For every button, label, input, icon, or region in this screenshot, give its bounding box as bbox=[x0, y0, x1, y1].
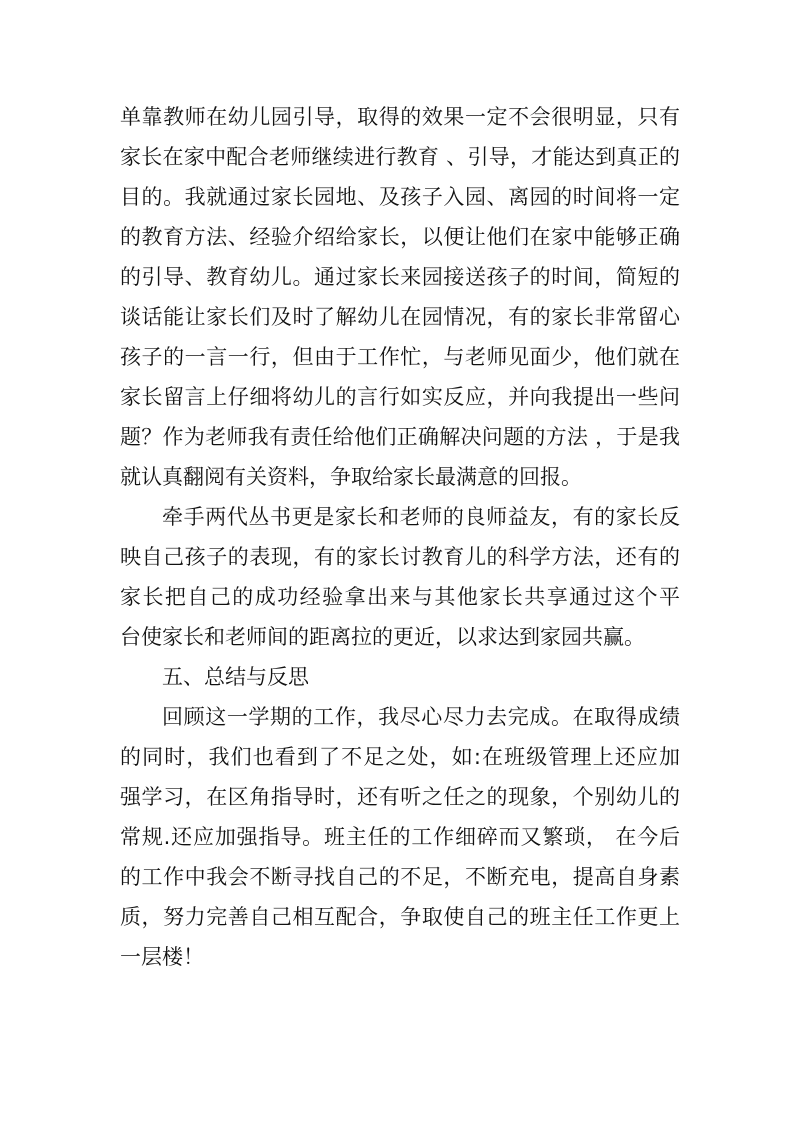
paragraph-line: 家长把自己的成功经验拿出来与其他家长共享通过这个平 bbox=[120, 585, 680, 609]
paragraph-line: 强学习，在区角指导时，还有听之任之的现象，个别幼儿的 bbox=[120, 785, 680, 809]
section-heading: 五、总结与反思 bbox=[162, 665, 309, 689]
paragraph-line: 谈话能让家长们及时了解幼儿在园情况，有的家长非常留心 bbox=[120, 305, 680, 329]
paragraph-line: 牵手两代丛书更是家长和老师的良师益友，有的家长反 bbox=[162, 505, 680, 529]
paragraph-line: 回顾这一学期的工作，我尽心尽力去完成。在取得成绩 bbox=[162, 705, 680, 729]
paragraph-line: 就认真翻阅有关资料，争取给家长最满意的回报。 bbox=[120, 465, 582, 489]
paragraph-line: 题？作为老师我有责任给他们正确解决问题的方法 ，于是我 bbox=[120, 425, 680, 449]
paragraph-line: 质，努力完善自己相互配合，争取使自己的班主任工作更上 bbox=[120, 905, 680, 929]
paragraph-line: 台使家长和老师间的距离拉的更近，以求达到家园共赢。 bbox=[120, 625, 645, 649]
paragraph-line: 家长留言上仔细将幼儿的言行如实反应，并向我提出一些问 bbox=[120, 385, 680, 409]
paragraph-line: 的同时，我们也看到了不足之处，如:在班级管理上还应加 bbox=[120, 745, 680, 769]
paragraph-line: 孩子的一言一行，但由于工作忙，与老师见面少，他们就在 bbox=[120, 345, 680, 369]
paragraph-line: 常规.还应加强指导。班主任的工作细碎而又繁琐， 在今后 bbox=[120, 825, 680, 849]
paragraph-line: 的工作中我会不断寻找自己的不足，不断充电，提高自身素 bbox=[120, 865, 680, 889]
paragraph-line: 的引导、教育幼儿。通过家长来园接送孩子的时间，简短的 bbox=[120, 265, 680, 289]
paragraph-line: 的教育方法、经验介绍给家长，以便让他们在家中能够正确 bbox=[120, 225, 680, 249]
paragraph-line: 家长在家中配合老师继续进行教育 、引导，才能达到真正的 bbox=[120, 145, 680, 169]
paragraph-line: 映自己孩子的表现，有的家长讨教育儿的科学方法，还有的 bbox=[120, 545, 680, 569]
paragraph-line: 一层楼！ bbox=[120, 945, 204, 969]
paragraph-line: 目的。我就通过家长园地、及孩子入园、离园的时间将一定 bbox=[120, 185, 680, 209]
paragraph-line: 单靠教师在幼儿园引导，取得的效果一定不会很明显，只有 bbox=[120, 105, 680, 129]
